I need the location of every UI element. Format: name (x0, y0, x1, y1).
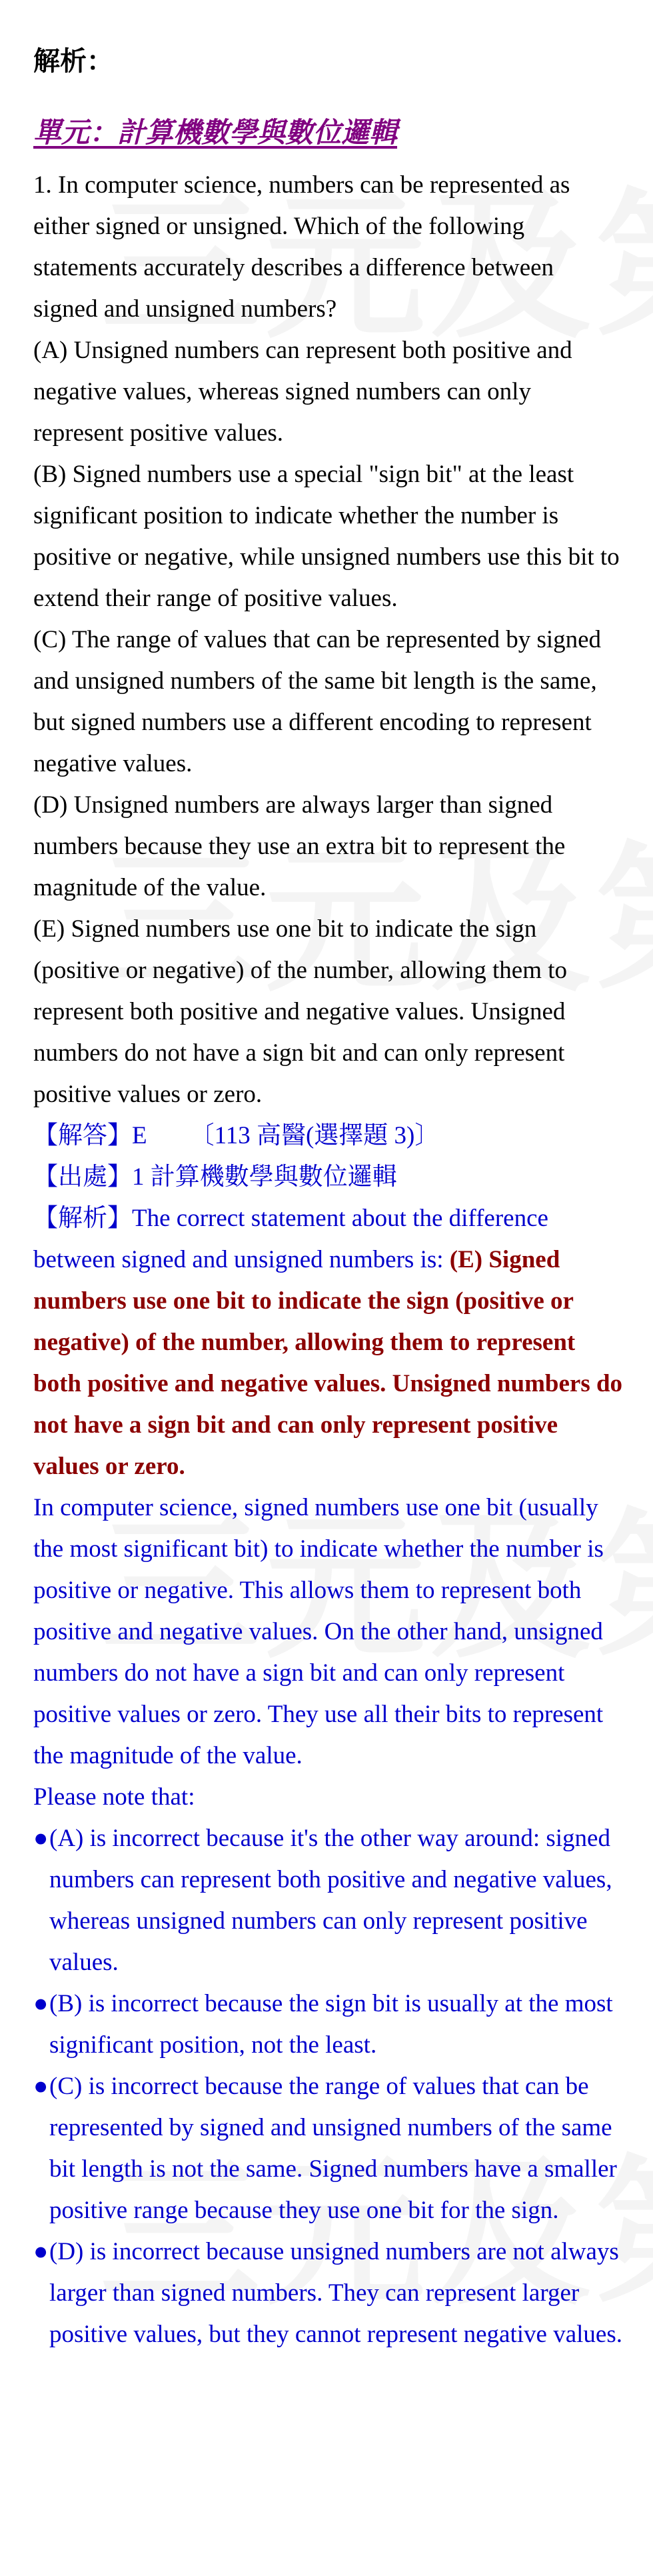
note-text-d: (D) is incorrect because unsigned numbers are not always larger than signed numbers. They can represent larger positive values, but they cannot represent negative values. (49, 2237, 622, 2348)
answer-label: 【解答】E (33, 1121, 147, 1149)
option-d: (D) Unsigned numbers are always larger than signed numbers because they use an extra bit to represent the magnitude of the value. (33, 791, 566, 901)
origin-line: 【出處】1 計算機數學與數位邏輯 (33, 1163, 397, 1191)
note-item-b (33, 1983, 624, 2066)
note-label: Please note that: (33, 1783, 195, 1811)
explanation-body: In computer science, signed numbers use one bit (usually the most significant bit) to indicate whether the number is positive or negative. This allows them to represent both positive and negative values. On the other hand, unsigned numbers do not have a sign bit and can only represent positive values or zero. They use all their bits to represent the magnitude of the value. (33, 1493, 604, 1769)
unit-title: 單元：計算機數學與數位邏輯 (33, 116, 398, 149)
option-b: (B) Signed numbers use a special "sign bit" at the least significant position to indicate whether the number is positive or negative, while unsigned numbers use this bit to extend their range of positive values. (33, 460, 620, 612)
note-text-a: (A) is incorrect because it's the other way around: signed numbers can represent both positive and negative values, whereas unsigned numbers can only represent positive values. (49, 1824, 612, 1976)
correct-answer-highlight: (E) Signed numbers use one bit to indicate the sign (positive or negative) of the number, allowing them to represent both positive and negative values. Unsigned numbers do not have a sign bit and can only represent positive values or zero. (33, 1245, 623, 1480)
bullet-icon: ● (33, 1989, 49, 2017)
bullet-icon: ● (33, 2072, 49, 2100)
note-item-c (33, 2066, 624, 2231)
explanation-intro (33, 1198, 624, 1487)
section-heading: 解析： (33, 46, 113, 77)
explanation-intro-text: 【解析】The correct statement about the difference between signed and unsigned numbers is: (33, 1204, 548, 1273)
question-stem: 1. In computer science, numbers can be represented as either signed or unsigned. Which of the following statements accurately describes a difference between signed and unsigned numbers? (33, 171, 570, 323)
option-a: (A) Unsigned numbers can represent both positive and negative values, whereas signed numbers can only represent positive values. (33, 336, 572, 447)
option-e: (E) Signed numbers use one bit to indicate the sign (positive or negative) of the number, allowing them to represent both positive and negative values. Unsigned numbers do not have a sign bit and can only represent positive values or zero. (33, 915, 568, 1108)
bullet-icon: ● (33, 2237, 49, 2265)
note-item-d (33, 2231, 624, 2355)
option-c: (C) The range of values that can be represented by signed and unsigned numbers of the same bit length is the same, but signed numbers use a different encoding to represent negative values. (33, 625, 602, 777)
answer-line (33, 1115, 624, 1157)
bullet-icon: ● (33, 1824, 49, 1852)
answer-source: 〔113 高醫(選擇題 3)〕 (189, 1121, 440, 1149)
note-item-a (33, 1818, 624, 1983)
note-text-b: (B) is incorrect because the sign bit is usually at the most significant position, not the least. (49, 1989, 613, 2059)
note-text-c: (C) is incorrect because the range of values that can be represented by signed and unsigned numbers of the same bit length is not the same. Signed numbers have a smaller positive range because they use one bit for the sign. (49, 2072, 617, 2224)
